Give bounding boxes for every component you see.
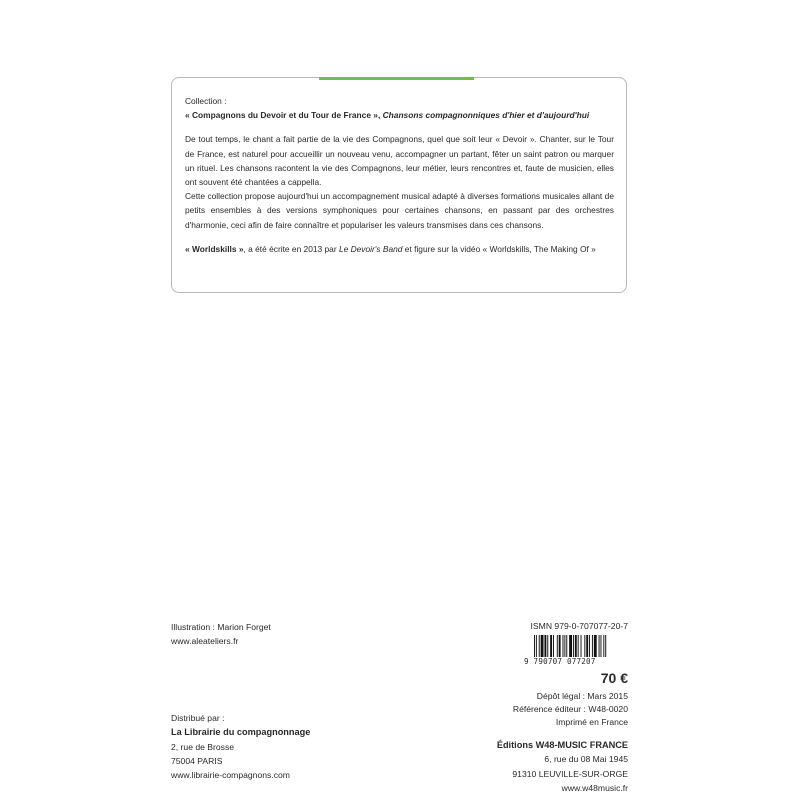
collection-title-subtitle: Chansons compagnonniques d'hier et d'aujourd'hui [380,110,590,121]
publisher-city: 91310 LEUVILLE-SUR-ORGE [512,768,628,779]
legal-block [513,690,628,729]
publisher-name: Éditions W48-MUSIC FRANCE [496,740,628,750]
isbn-number: ISMN 979-0-707077-20-7 [530,621,628,631]
printed-in: Imprimé en France [555,717,628,727]
illustrator-website: www.aleateliers.fr [171,636,239,646]
distributor-name: La Librairie du compagnonnage [171,727,311,738]
isbn-block [531,620,628,634]
song-note [185,242,614,256]
collection-info-box [171,77,627,293]
band-name: Le Devoir's Band [338,243,403,254]
collection-title [185,108,614,122]
barcode-bars [524,635,628,657]
illustration-credit: Illustration : Marion Forget [171,622,271,632]
song-note-text2: et figure sur la vidéo « Worldskills, The Making Of » [402,243,596,254]
price: 70 € [600,670,628,686]
paragraph-spacer [185,232,614,242]
barcode [524,635,628,671]
legal-deposit: Dépôt légal : Mars 2015 [536,691,628,701]
publisher-website: www.w48music.fr [561,782,628,793]
publisher-block [497,738,628,795]
intro-paragraph: De tout temps, le chant a fait partie de la vie des Compagnons, quel que soit leur « Devoir ». Chanter, sur le Tour de France, est naturel pour accueillir un nouveau venu, accompagner un partant, fêter un saint patron ou marquer un rituel. Les chansons racontent la vie des Compagnons, leur métier, leurs rencontres et, faute de musicien, elles ont souvent été chantées a cappella. [185,134,614,188]
distributor-city: 75004 PARIS [171,755,223,766]
song-title: « Worldskills » [185,243,244,254]
barcode-digits: 9 790707 077207 [524,657,596,666]
collection-paragraph: Cette collection propose aujourd'hui un accompagnement musical adapté à diverses formations musicales allant de petits ensembles à des versions symphoniques pour certaines chansons, en passant par des orchestres d'harmonie, ceci afin de faire connaître et populariser les valeurs transmises dans ces chansons. [185,191,614,230]
publisher-reference: Référence éditeur : W48-0020 [512,704,628,714]
distributor-street: 2, rue de Brosse [171,741,235,752]
song-note-text1: , a été écrite en 2013 par [243,243,339,254]
accent-bar [319,77,474,80]
distributor-block [171,711,310,782]
distributor-label: Distribué par : [171,713,225,723]
distributor-website: www.librairie-compagnons.com [171,770,290,781]
collection-label: Collection : [185,96,227,106]
collection-title-main: « Compagnons du Devoir et du Tour de France », [185,110,381,121]
illustration-credits [171,620,271,648]
publisher-street: 6, rue du 08 Mai 1945 [544,754,628,765]
